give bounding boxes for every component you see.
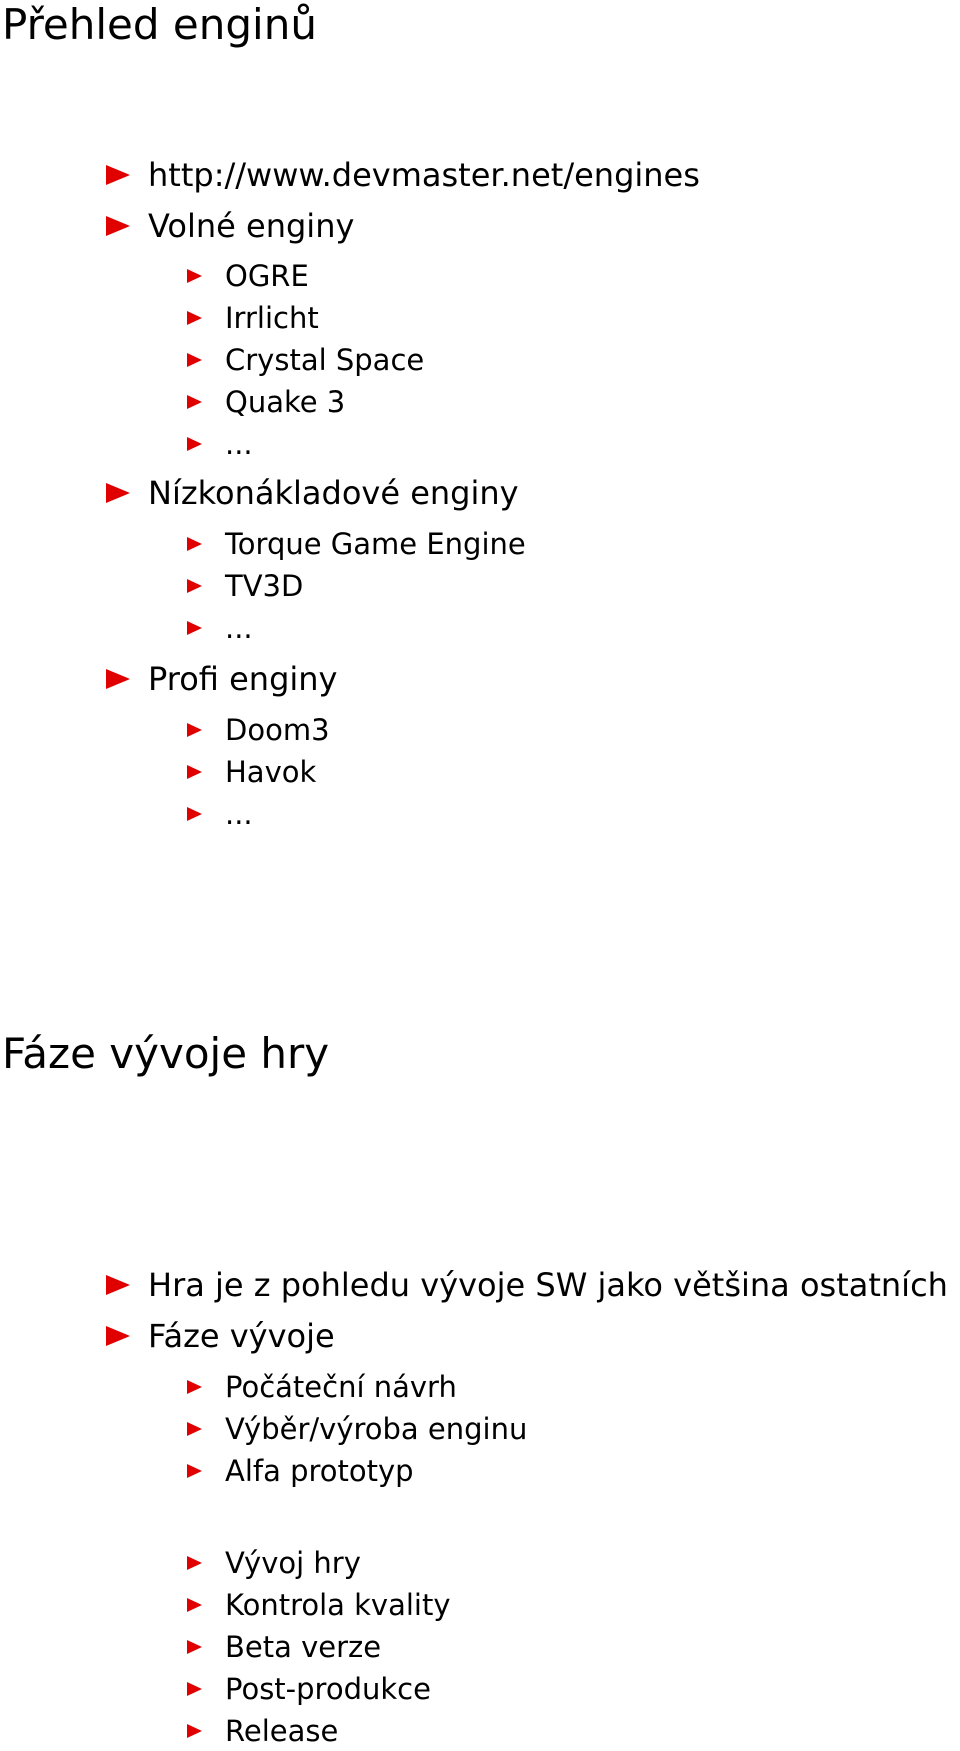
sub-list-item xyxy=(187,382,345,422)
bullet-triangle-icon xyxy=(106,483,130,503)
bullet-triangle-icon xyxy=(187,1556,202,1570)
bullet-triangle-icon xyxy=(187,1422,202,1436)
slide-title: Přehled enginů xyxy=(2,0,317,49)
bullet-triangle-icon xyxy=(187,1464,202,1478)
sub-list-item xyxy=(187,1711,338,1751)
bullet-triangle-icon xyxy=(187,807,202,821)
bullet-triangle-icon xyxy=(106,165,130,185)
list-item-text: Release xyxy=(225,1714,339,1748)
list-item-text: Doom3 xyxy=(225,713,330,747)
bullet-triangle-icon xyxy=(187,1724,202,1738)
list-item-text: Volné enginy xyxy=(148,207,355,245)
bullet-triangle-icon xyxy=(187,311,202,325)
list-item-text: Výběr/výroba enginu xyxy=(225,1412,528,1446)
sub-list-item xyxy=(187,1627,381,1667)
bullet-triangle-icon xyxy=(187,621,202,635)
sub-list-item xyxy=(187,1585,451,1625)
list-item-text: Alfa prototyp xyxy=(225,1454,414,1488)
bullet-triangle-icon xyxy=(187,437,202,451)
list-item-text: Torque Game Engine xyxy=(225,527,526,561)
bullet-triangle-icon xyxy=(106,1326,130,1346)
bullet-triangle-icon xyxy=(187,537,202,551)
list-item-text: Crystal Space xyxy=(225,343,425,377)
sub-list-item xyxy=(187,256,309,296)
list-item-text: Beta verze xyxy=(225,1630,382,1664)
bullet-triangle-icon xyxy=(187,579,202,593)
list-item-text: Vývoj hry xyxy=(225,1546,361,1580)
sub-list-item xyxy=(187,566,303,606)
slide-title: Fáze vývoje hry xyxy=(2,1029,330,1078)
sub-list-item xyxy=(187,710,330,750)
bullet-triangle-icon xyxy=(187,765,202,779)
list-item-text: Irrlicht xyxy=(225,301,319,335)
list-item xyxy=(106,206,354,246)
list-item xyxy=(106,473,519,513)
bullet-triangle-icon xyxy=(106,1275,130,1295)
list-item-text: ... xyxy=(225,427,253,461)
bullet-triangle-icon xyxy=(187,1640,202,1654)
bullet-triangle-icon xyxy=(106,669,130,689)
sub-list-item xyxy=(187,794,253,834)
bullet-triangle-icon xyxy=(187,1598,202,1612)
sub-list-item xyxy=(187,340,424,380)
bullet-triangle-icon xyxy=(187,1380,202,1394)
bullet-triangle-icon xyxy=(187,269,202,283)
list-item xyxy=(106,155,700,195)
list-item-text: http://www.devmaster.net/engines xyxy=(148,156,700,194)
sub-list-item xyxy=(187,1409,527,1449)
list-item xyxy=(106,1316,335,1356)
bullet-triangle-icon xyxy=(187,353,202,367)
list-item-text: Post-produkce xyxy=(225,1672,431,1706)
bullet-triangle-icon xyxy=(187,723,202,737)
list-item-text: TV3D xyxy=(225,569,304,603)
sub-list-item xyxy=(187,524,526,564)
sub-list-item xyxy=(187,298,319,338)
list-item-text: Počáteční návrh xyxy=(225,1370,457,1404)
list-item-text: Hra je z pohledu vývoje SW jako většina ostatních xyxy=(148,1266,948,1304)
sub-list-item xyxy=(187,1669,431,1709)
list-item-text: Kontrola kvality xyxy=(225,1588,451,1622)
sub-list-item xyxy=(187,608,253,648)
sub-list-item xyxy=(187,424,253,464)
list-item xyxy=(106,659,337,699)
bullet-triangle-icon xyxy=(106,216,130,236)
list-item-text: Quake 3 xyxy=(225,385,346,419)
sub-list-item xyxy=(187,752,316,792)
sub-list-item xyxy=(187,1451,414,1491)
sub-list-item xyxy=(187,1367,457,1407)
list-item-text: Profi enginy xyxy=(148,660,338,698)
list-item-text: ... xyxy=(225,611,253,645)
list-item-text: Nízkonákladové enginy xyxy=(148,474,519,512)
list-item-text: ... xyxy=(225,797,253,831)
list-item-text: Fáze vývoje xyxy=(148,1317,335,1355)
list-item-text: Havok xyxy=(225,755,317,789)
bullet-triangle-icon xyxy=(187,1682,202,1696)
bullet-triangle-icon xyxy=(187,395,202,409)
list-item-text: OGRE xyxy=(225,259,309,293)
sub-list-item xyxy=(187,1543,361,1583)
list-item xyxy=(106,1265,948,1305)
